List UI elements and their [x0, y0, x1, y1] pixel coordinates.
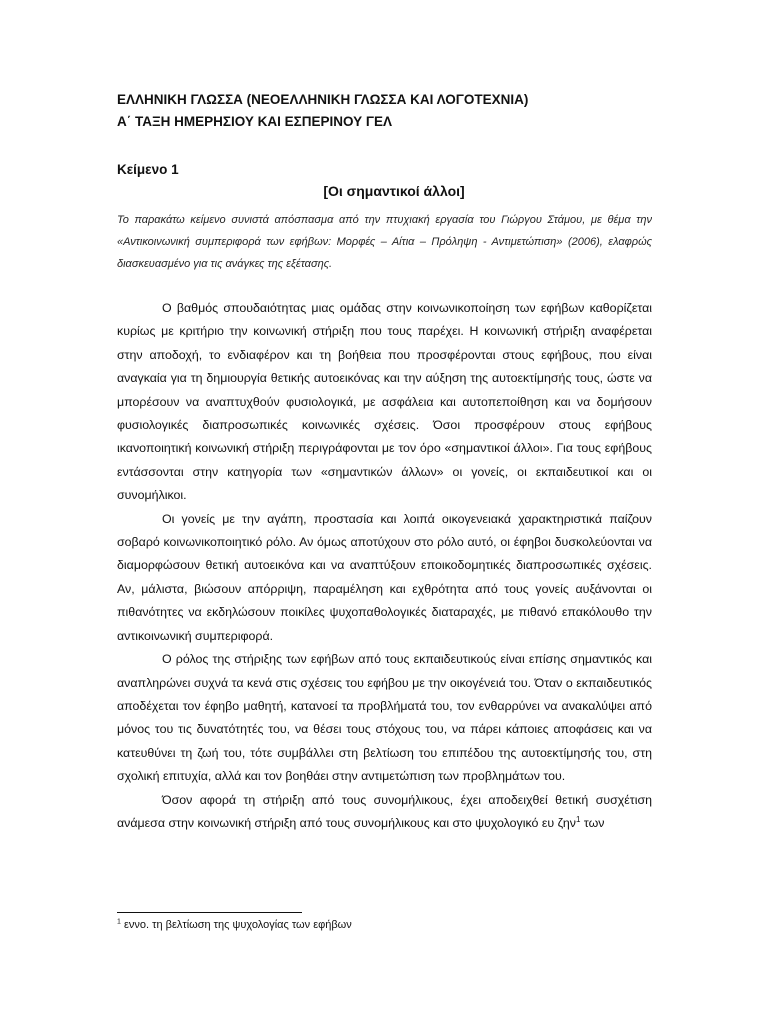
- paragraph-2: Οι γονείς με την αγάπη, προστασία και λοιπά οικογενειακά χαρακτηριστικά παίζουν σοβαρό κοινωνικοποιητικό ρόλο. Αν όμως αποτύχουν στο ρόλο αυτό, οι έφηβοι δυσκολεύονται να διαμορφώσουν θετική αυτοεικόνα και να αναπτύξουν εποικοδομητικές διαπροσωπικές σχέσεις. Αν, μάλιστα, βιώσουν απόρριψη, παραμέληση και εχθρότητα από τους γονείς αυξάνονται οι πιθανότητες να εκδηλώσουν ποικίλες ψυχοπαθολογικές διαταραχές, με πιθανό επακόλουθο την αντικοινωνική συμπεριφορά.: [117, 511, 652, 643]
- class-title: Α΄ ΤΑΞΗ ΗΜΕΡΗΣΙΟΥ ΚΑΙ ΕΣΠΕΡΙΝΟΥ ΓΕΛ: [117, 114, 393, 129]
- paragraph-4-text: Όσον αφορά τη στήριξη από τους συνομήλικους, έχει αποδειχθεί θετική συσχέτιση ανάμεσα στην κοινωνική στήριξη από τους συνομήλικους και στο ψυχολογικό ευ ζην: [117, 792, 652, 830]
- intro-note: Το παρακάτω κείμενο συνιστά απόσπασμα από την πτυχιακή εργασία του Γιώργου Στάμου, με θέμα την «Αντικοινωνική συμπεριφορά των εφήβων: Μορφές – Αίτια – Πρόληψη - Αντιμετώπιση» (2006), ελαφρώς διασκευασμένο για τις ανάγκες της εξέτασης.: [117, 214, 652, 270]
- footnote-marker: 1: [117, 918, 121, 926]
- footnote-reference: 1: [575, 814, 581, 824]
- footnote-text: εννο. τη βελτίωση της ψυχολογίας των εφήβων: [120, 919, 352, 931]
- paragraph-3: Ο ρόλος της στήριξης των εφήβων από τους εκπαιδευτικούς είναι επίσης σημαντικός και αναπληρώνει συχνά τα κενά στις σχέσεις του εφήβου με την οικογένειά του. Όταν ο εκπαιδευτικός αποδέχεται τον έφηβο μαθητή, κατανοεί τα προβλήματά του, τον ενθαρρύνει να ανακαλύψει από μόνος του τις δυνατότητές του, να θέσει τους στόχους του, να πάρει κάποιες αποφάσεις και να κατευθύνει τη ζωή του, τότε συμβάλλει στη βελτίωση του επιπέδου της αυτοεκτίμησής του, στη σχολική επιτυχία, αλλά και τον βοηθάει στην αντιμετώπιση των προβλημάτων του.: [117, 652, 652, 784]
- subject-title: ΕΛΛΗΝΙΚΗ ΓΛΩΣΣΑ (ΝΕΟΕΛΛΗΝΙΚΗ ΓΛΩΣΣΑ ΚΑΙ ΛΟΓΟΤΕΧΝΙΑ): [117, 92, 529, 107]
- footnote: [117, 919, 352, 931]
- main-text: [117, 297, 652, 835]
- text-label: Κείμενο 1: [117, 162, 179, 177]
- paragraph-4: [117, 789, 652, 836]
- text-title-text: [Οι σημαντικοί άλλοι]: [323, 183, 465, 199]
- text-title: [0, 183, 768, 199]
- paragraph-4-tail: των: [580, 815, 605, 830]
- footnote-divider: [117, 912, 302, 913]
- paragraph-1: Ο βαθμός σπουδαιότητας μιας ομάδας στην κοινωνικοποίηση των εφήβων καθορίζεται κυρίως με κριτήριο την κοινωνική στήριξη που τους παρέχει. Η κοινωνική στήριξη αναφέρεται στην αποδοχή, το ενδιαφέρον και τη βοήθεια που προσφέρονται στους εφήβους, που είναι αναγκαία για τη δημιουργία θετικής αυτοεικόνας και την αύξηση της αυτοεκτίμησής τους, ώστε να μπορέσουν να αναπτυχθούν φυσιολογικά, με ασφάλεια και αυτοπεποίθηση και να δομήσουν φυσιολογικές διαπροσωπικές κοινωνικές σχέσεις. Όσοι προσφέρουν στους εφήβους ικανοποιητική κοινωνική στήριξη περιγράφονται με τον όρο «σημαντικοί άλλοι». Για τους εφήβους εντάσσονται στην κατηγορία των «σημαντικών άλλων» οι γονείς, οι εκπαιδευτικοί και οι συνομήλικοι.: [117, 301, 652, 503]
- exam-header: [117, 89, 528, 133]
